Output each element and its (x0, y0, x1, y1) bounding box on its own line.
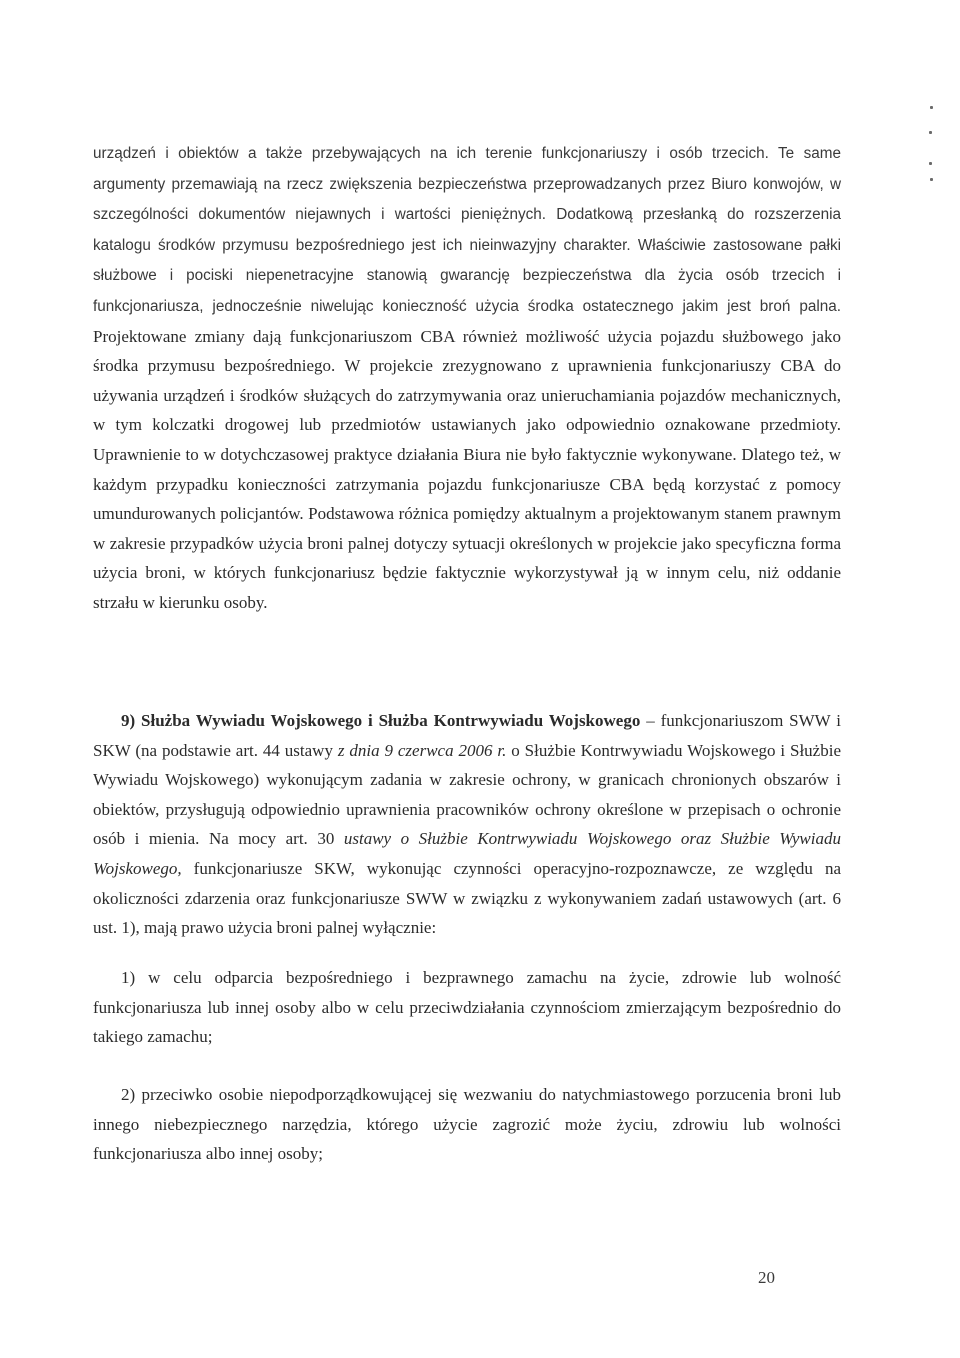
scan-speck (929, 162, 932, 165)
paragraph-2-text-2: o Służbie Kontrwywiadu Wojskowego i Służbie Wywiadu Wojskowego) wykonującym zadania w zakresie ochrony, w granicach chronionych obszarów i obiektów, przysługują odpowiednio uprawnienia pracowników ochrony określone w przepisach o ochronie osób i mienia. Na mocy art. 30 (93, 740, 841, 849)
list-item (93, 1080, 841, 1169)
scan-speck (930, 178, 933, 181)
paragraph-2-italic-2: ustawy o Służbie Kontrwywiadu Wojskowego oraz Służbie Wywiadu Wojskowego, (93, 829, 841, 878)
paragraph-2-body (93, 706, 841, 943)
scan-speck (929, 131, 932, 134)
section-number: 9) (121, 711, 136, 730)
paragraph-1-body (93, 138, 841, 618)
paragraph-1 (93, 138, 841, 618)
list-item-1-text: 1) w celu odparcia bezpośredniego i bezprawnego zamachu na życie, zdrowie lub wolność funkcjonariusza lub innej osoby albo w celu przeciwdziałania czynnościom zmierzającym bezpośrednio do takiego zamachu; (93, 968, 841, 1047)
scan-speck (930, 106, 933, 109)
paragraph-2-text-1: – funkcjonariuszom SWW i SKW (na podstawie art. 44 ustawy (93, 711, 841, 760)
paragraph-1-sentence-1: urządzeń i obiektów a także przebywających na ich terenie funkcjonariuszy i osób trzecich. Te same argumenty przemawiają na rzecz zwiększenia bezpieczeństwa przeprowadzanych przez Biuro konwojów, w szczególności dokumentów niejawnych i wartości pieniężnych. (93, 145, 841, 224)
paragraph-1-sentence-3: Projektowane zmiany dają funkcjonariuszom CBA również możliwość użycia pojazdu służbowego jako środka przymusu bezpośredniego. W projekcie zrezygnowano z uprawnienia funkcjonariuszy CBA do używania urządzeń i środków służących do zatrzymywania oraz unieruchamiania pojazdów mechanicznych, w tym kolczatki drogowej lub przedmiotów ustawianych jako odpowiednio oznakowane przedmioty. Uprawnienie to w dotychczasowej praktyce działania Biura nie było faktycznie wykonywane. Dlatego też, w każdym przypadku konieczności zatrzymania pojazdu funkcjonariusze CBA będą korzystać z pomocy umundurowanych policjantów. Podstawowa różnica pomiędzy aktualnym a projektowanym stanem prawnym w zakresie przypadków użycia broni palnej dotyczy sytuacji określonych w projekcie jako specyficzna forma użycia broni, w których funkcjonariusz będzie faktycznie wykorzystywał ją w innym celu, niż oddanie strzału w kierunku osoby. (93, 326, 841, 612)
paragraph-2-italic-1: z dnia 9 czerwca 2006 r. (337, 740, 507, 760)
page-number: 20 (758, 1268, 775, 1287)
paragraph-2-text-3: funkcjonariusze SKW, wykonując czynności operacyjno-rozpoznawcze, ze względu na okoliczności zdarzenia oraz funkcjonariusze SWW w związku z wykonywaniem zadań ustawowych (art. 6 ust. 1), mają prawo użycia broni palnej wyłącznie: (93, 858, 841, 938)
list-item-2-text: 2) przeciwko osobie niepodporządkowującej się wezwaniu do natychmiastowego porzucenia broni lub innego niebezpiecznego narzędzia, którego użycie zagrozić może życiu, zdrowiu lub wolności funkcjonariusza albo innej osoby; (93, 1085, 841, 1164)
paragraph-1-sentence-2: Dodatkową przesłanką do rozszerzenia katalogu środków przymusu bezpośredniego jest ich nieinwazyjny charakter. Właściwie zastosowane pałki służbowe i pociski niepenetracyjne stanowią gwarancję bezpieczeństwa dla życia osób trzecich i funkcjonariusza, jednocześnie niwelując konieczność użycia środka ostatecznego jakim jest broń palna. (93, 206, 842, 315)
paragraph-2 (93, 706, 841, 943)
list-item (93, 963, 841, 1052)
section-heading: Służba Wywiadu Wojskowego i Służba Kontrwywiadu Wojskowego (141, 711, 641, 730)
